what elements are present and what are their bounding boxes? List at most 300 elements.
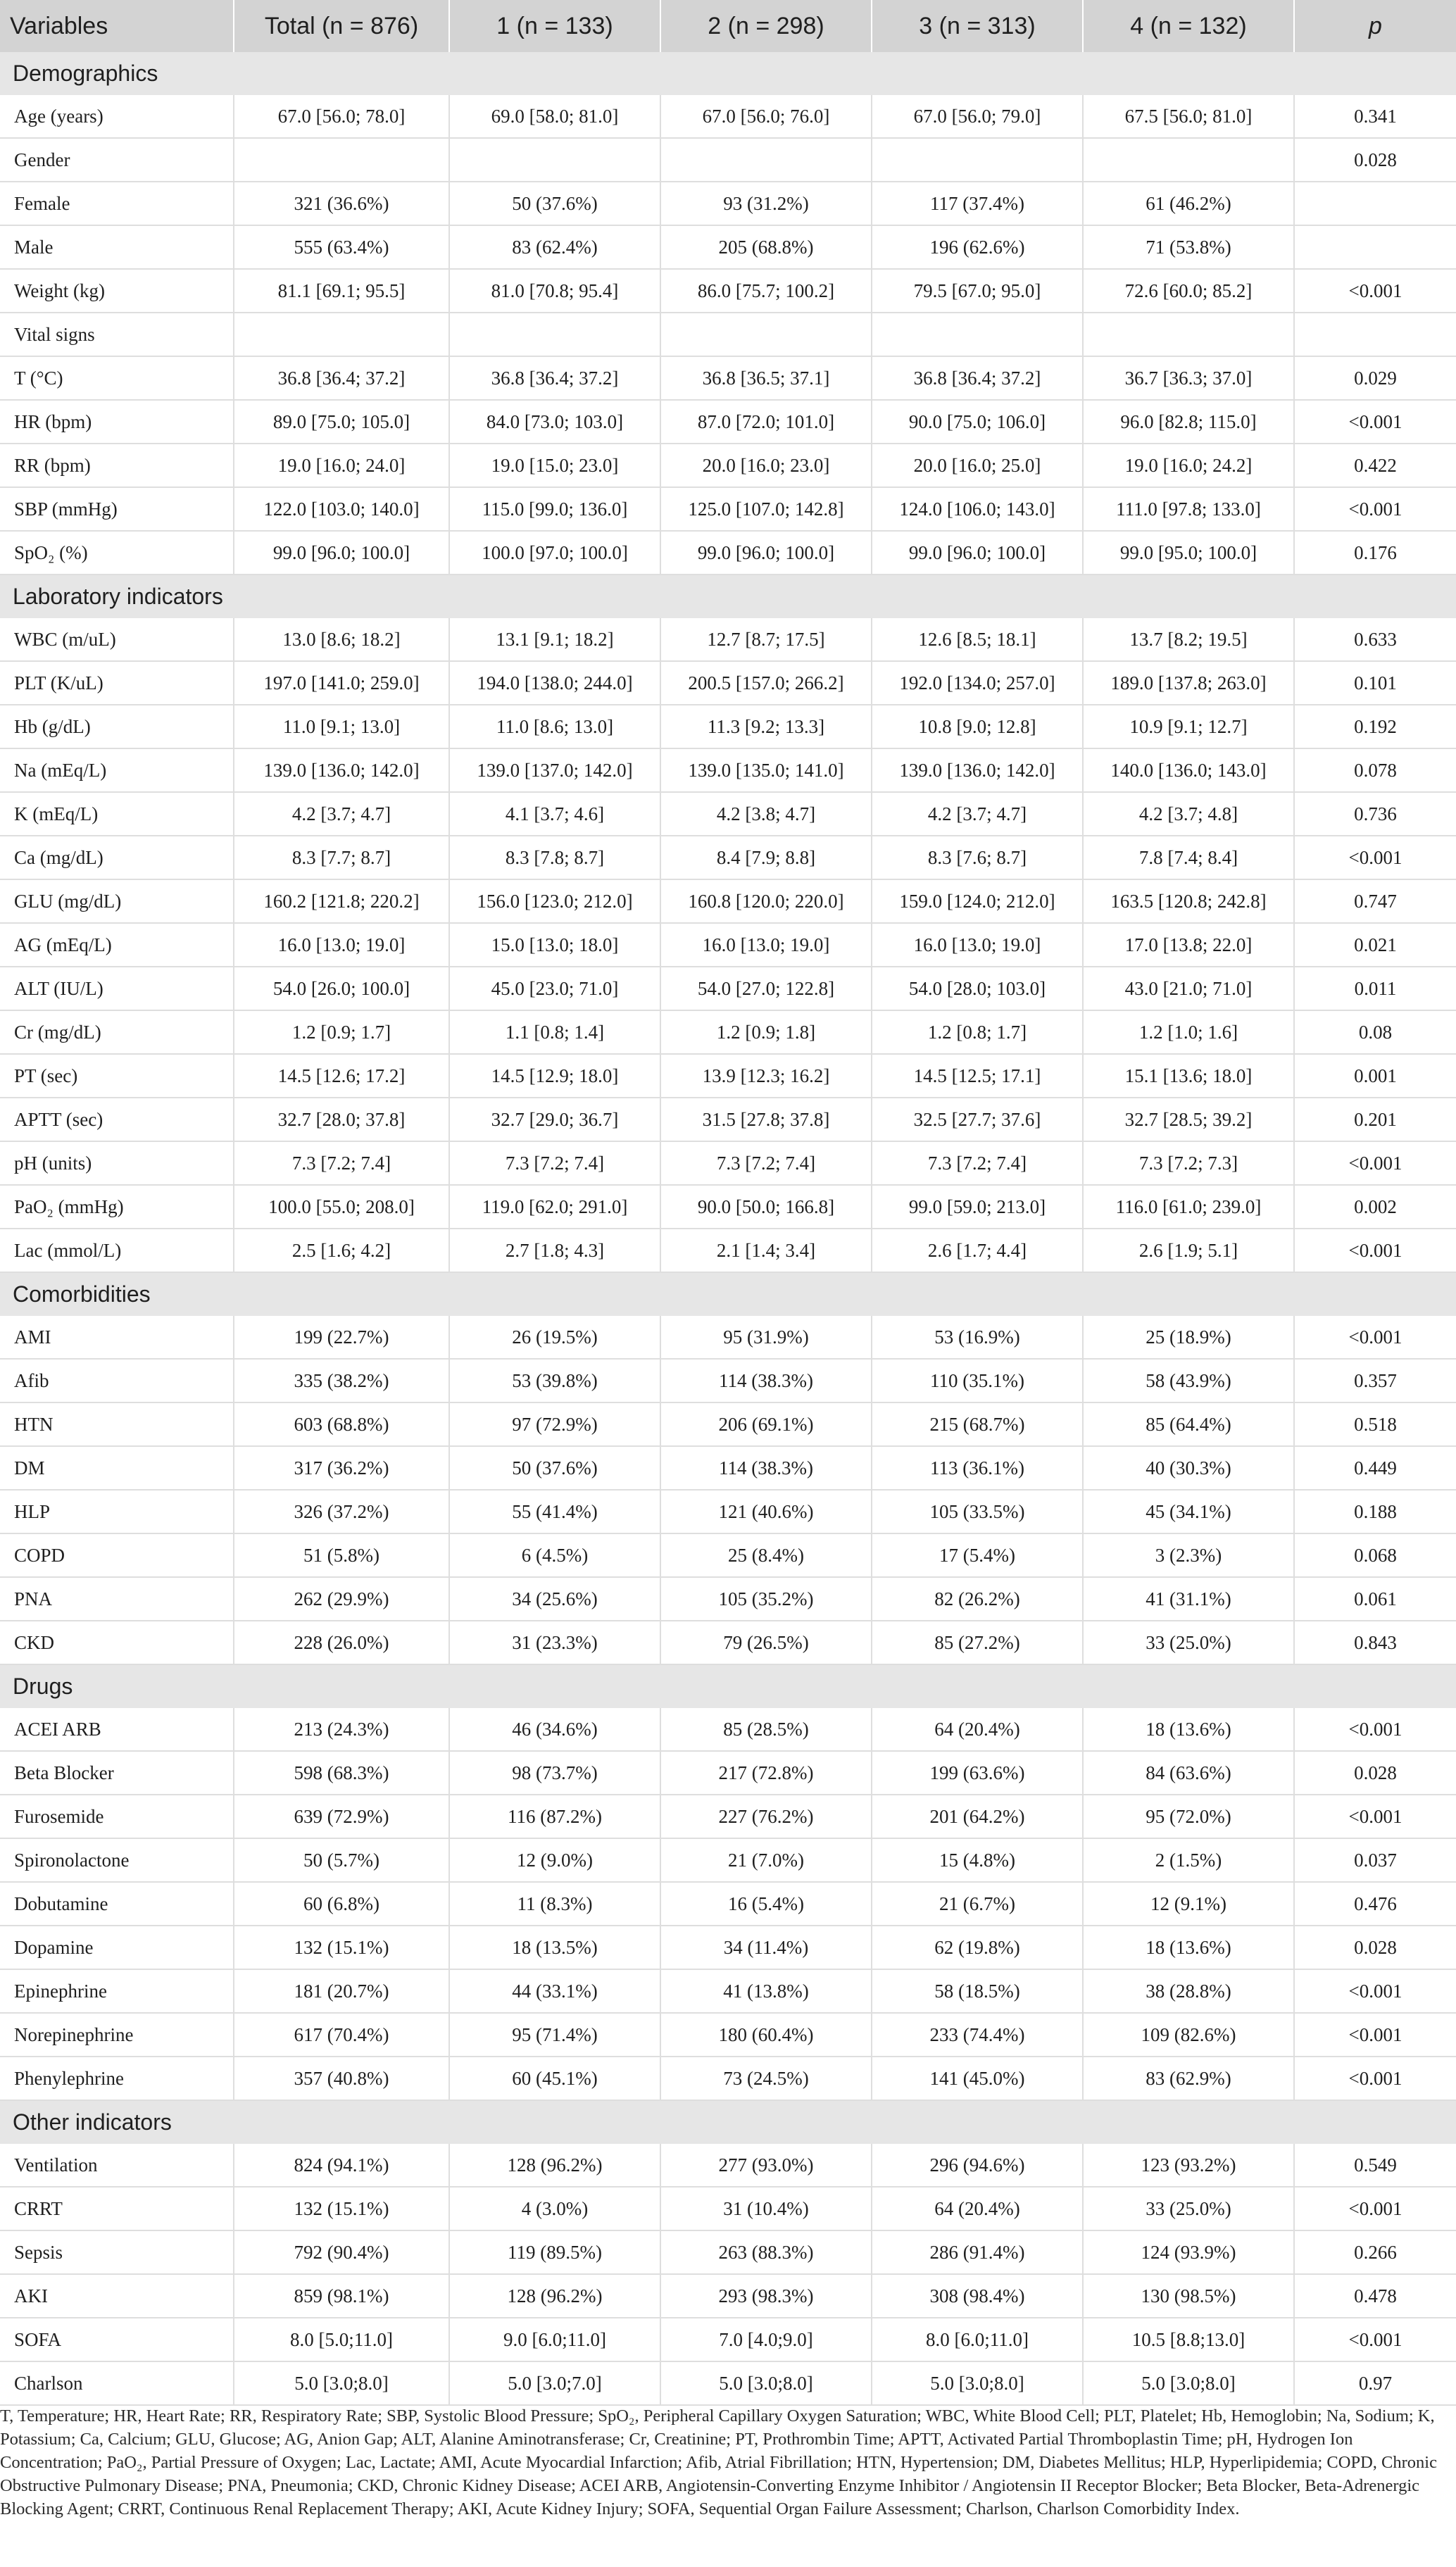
group-3-cell: 296 (94.6%) [872,2144,1083,2187]
group-4-cell: 38 (28.8%) [1083,1969,1294,2013]
p-value-cell: 0.068 [1294,1533,1456,1577]
total-cell: 16.0 [13.0; 19.0] [234,923,449,967]
p-value-cell: <0.001 [1294,2187,1456,2230]
variable-cell: Weight (kg) [0,269,234,313]
p-value-cell: 0.061 [1294,1577,1456,1621]
variable-cell: WBC (m/uL) [0,618,234,661]
group-2-cell: 85 (28.5%) [660,1708,872,1751]
total-cell [234,313,449,356]
table-row [0,1141,1456,1185]
group-3-cell: 308 (98.4%) [872,2274,1083,2318]
group-2-cell [660,313,872,356]
total-cell: 4.2 [3.7; 4.7] [234,792,449,836]
group-2-cell: 263 (88.3%) [660,2230,872,2274]
group-3-cell: 8.3 [7.6; 8.7] [872,836,1083,879]
p-value-cell: 0.266 [1294,2230,1456,2274]
total-cell: 13.0 [8.6; 18.2] [234,618,449,661]
table-row [0,2318,1456,2361]
group-4-cell: 84 (63.6%) [1083,1751,1294,1795]
group-2-cell: 34 (11.4%) [660,1926,872,1969]
total-cell: 824 (94.1%) [234,2144,449,2187]
section-title: Other indicators [0,2100,1456,2144]
total-cell: 8.3 [7.7; 8.7] [234,836,449,879]
group-1-cell: 100.0 [97.0; 100.0] [449,531,660,575]
group-3-cell: 124.0 [106.0; 143.0] [872,487,1083,531]
variable-cell: Spironolactone [0,1838,234,1882]
group-4-cell: 72.6 [60.0; 85.2] [1083,269,1294,313]
group-2-cell: 227 (76.2%) [660,1795,872,1838]
table-row [0,1795,1456,1838]
table-row [0,1010,1456,1054]
table-row [0,1229,1456,1272]
header-group-4: 4 (n = 132) [1083,0,1294,52]
group-4-cell: 1.2 [1.0; 1.6] [1083,1010,1294,1054]
group-2-cell: 205 (68.8%) [660,225,872,269]
variable-cell: Gender [0,138,234,182]
group-4-cell: 3 (2.3%) [1083,1533,1294,1577]
variable-cell: AKI [0,2274,234,2318]
total-cell: 639 (72.9%) [234,1795,449,1838]
table-row [0,1882,1456,1926]
group-1-cell: 156.0 [123.0; 212.0] [449,879,660,923]
group-4-cell: 36.7 [36.3; 37.0] [1083,356,1294,400]
table-row [0,2230,1456,2274]
variable-cell: SpO₂ (%) [0,531,234,575]
p-value-cell: 0.028 [1294,1751,1456,1795]
group-1-cell: 98 (73.7%) [449,1751,660,1795]
group-4-cell: 111.0 [97.8; 133.0] [1083,487,1294,531]
group-1-cell: 50 (37.6%) [449,1446,660,1490]
group-2-cell: 13.9 [12.3; 16.2] [660,1054,872,1098]
group-3-cell: 54.0 [28.0; 103.0] [872,967,1083,1010]
group-1-cell: 194.0 [138.0; 244.0] [449,661,660,705]
p-value-cell: 0.341 [1294,95,1456,138]
total-cell: 100.0 [55.0; 208.0] [234,1185,449,1229]
group-2-cell: 12.7 [8.7; 17.5] [660,618,872,661]
group-1-cell: 1.1 [0.8; 1.4] [449,1010,660,1054]
group-3-cell: 113 (36.1%) [872,1446,1083,1490]
p-value-cell: 0.843 [1294,1621,1456,1664]
group-2-cell: 95 (31.9%) [660,1316,872,1359]
group-3-cell: 139.0 [136.0; 142.0] [872,748,1083,792]
total-cell: 51 (5.8%) [234,1533,449,1577]
table-row [0,182,1456,225]
section-header-row [0,575,1456,618]
group-2-cell: 7.3 [7.2; 7.4] [660,1141,872,1185]
group-2-cell: 93 (31.2%) [660,182,872,225]
total-cell: 197.0 [141.0; 259.0] [234,661,449,705]
group-2-cell [660,138,872,182]
group-4-cell: 12 (9.1%) [1083,1882,1294,1926]
group-2-cell: 21 (7.0%) [660,1838,872,1882]
group-2-cell: 8.4 [7.9; 8.8] [660,836,872,879]
variable-cell: Norepinephrine [0,2013,234,2057]
group-4-cell: 71 (53.8%) [1083,225,1294,269]
table-row [0,618,1456,661]
p-value-cell: 0.518 [1294,1402,1456,1446]
group-1-cell: 4 (3.0%) [449,2187,660,2230]
group-1-cell: 45.0 [23.0; 71.0] [449,967,660,1010]
variable-cell: Dobutamine [0,1882,234,1926]
total-cell: 335 (38.2%) [234,1359,449,1402]
group-1-cell: 2.7 [1.8; 4.3] [449,1229,660,1272]
group-2-cell: 105 (35.2%) [660,1577,872,1621]
variable-cell: Sepsis [0,2230,234,2274]
group-2-cell: 125.0 [107.0; 142.8] [660,487,872,531]
table-row [0,487,1456,531]
table-row [0,444,1456,487]
section-header-row [0,1664,1456,1708]
p-value-cell: 0.449 [1294,1446,1456,1490]
table-row [0,967,1456,1010]
group-3-cell: 196 (62.6%) [872,225,1083,269]
section-title: Drugs [0,1664,1456,1708]
p-value-cell: <0.001 [1294,1229,1456,1272]
group-3-cell: 8.0 [6.0;11.0] [872,2318,1083,2361]
variable-cell: Cr (mg/dL) [0,1010,234,1054]
variable-cell: PT (sec) [0,1054,234,1098]
group-4-cell: 99.0 [95.0; 100.0] [1083,531,1294,575]
group-1-cell: 15.0 [13.0; 18.0] [449,923,660,967]
table-row [0,1838,1456,1882]
group-4-cell: 124 (93.9%) [1083,2230,1294,2274]
p-value-cell: 0.192 [1294,705,1456,748]
table-row [0,1577,1456,1621]
group-1-cell: 32.7 [29.0; 36.7] [449,1098,660,1141]
group-2-cell: 31.5 [27.8; 37.8] [660,1098,872,1141]
variable-cell: Epinephrine [0,1969,234,2013]
table-footnote: T, Temperature; HR, Heart Rate; RR, Respiratory Rate; SBP, Systolic Blood Pressure; SpO₂, Peripheral Capillary Oxygen Saturation; WBC, White Blood Cell; PLT, Platelet; Hb, Hemoglobin; Na, Sodium; K, Potassium; Ca, Calcium; GLU, Glucose; AG, Anion Gap; ALT, Alanine Aminotransferase; Cr, Creatinine; PT, Prothrombin Time; APTT, Activated Partial Thromboplastin Time; pH, Hydrogen Ion Concentration; PaO₂, Partial Pressure of Oxygen; Lac, Lactate; AMI, Acute Myocardial Infarction; Afib, Atrial Fibrillation; HTN, Hypertension; DM, Diabetes Mellitus; HLP, Hyperlipidemia; COPD, Chronic Obstructive Pulmonary Disease; PNA, Pneumonia; CKD, Chronic Kidney Disease; ACEI ARB, Angiotensin-Converting Enzyme Inhibitor / Angiotensin II Receptor Blocker; Beta Blocker, Beta-Adrenergic Blocking Agent; CRRT, Continuous Renal Replacement Therapy; AKI, Acute Kidney Injury; SOFA, Sequential Organ Failure Assessment; Charlson, Charlson Comorbidity Index. [0,2406,1437,2518]
group-2-cell: 2.1 [1.4; 3.4] [660,1229,872,1272]
total-cell: 132 (15.1%) [234,2187,449,2230]
group-4-cell: 15.1 [13.6; 18.0] [1083,1054,1294,1098]
group-1-cell: 5.0 [3.0;7.0] [449,2361,660,2405]
variable-cell: CKD [0,1621,234,1664]
total-cell: 99.0 [96.0; 100.0] [234,531,449,575]
group-2-cell: 200.5 [157.0; 266.2] [660,661,872,705]
group-1-cell: 11.0 [8.6; 13.0] [449,705,660,748]
total-cell: 67.0 [56.0; 78.0] [234,95,449,138]
header-p-value: p [1294,0,1456,52]
variable-cell: AMI [0,1316,234,1359]
group-4-cell: 123 (93.2%) [1083,2144,1294,2187]
group-2-cell: 36.8 [36.5; 37.1] [660,356,872,400]
variable-cell: Charlson [0,2361,234,2405]
group-2-cell: 114 (38.3%) [660,1359,872,1402]
variable-cell: Female [0,182,234,225]
total-cell: 181 (20.7%) [234,1969,449,2013]
group-4-cell: 130 (98.5%) [1083,2274,1294,2318]
group-2-cell: 1.2 [0.9; 1.8] [660,1010,872,1054]
variable-cell: Beta Blocker [0,1751,234,1795]
table-row [0,531,1456,575]
table-row [0,2361,1456,2405]
p-value-cell: 0.011 [1294,967,1456,1010]
group-4-cell: 5.0 [3.0;8.0] [1083,2361,1294,2405]
total-cell: 132 (15.1%) [234,1926,449,1969]
total-cell: 357 (40.8%) [234,2057,449,2100]
variable-cell: HTN [0,1402,234,1446]
group-3-cell: 192.0 [134.0; 257.0] [872,661,1083,705]
group-1-cell [449,138,660,182]
group-2-cell: 7.0 [4.0;9.0] [660,2318,872,2361]
group-4-cell: 61 (46.2%) [1083,182,1294,225]
group-4-cell: 116.0 [61.0; 239.0] [1083,1185,1294,1229]
group-1-cell: 128 (96.2%) [449,2144,660,2187]
table-row [0,1621,1456,1664]
table-row [0,1708,1456,1751]
group-3-cell: 32.5 [27.7; 37.6] [872,1098,1083,1141]
variable-cell: Ca (mg/dL) [0,836,234,879]
p-value-cell: 0.478 [1294,2274,1456,2318]
p-value-cell: <0.001 [1294,400,1456,444]
variable-cell: AG (mEq/L) [0,923,234,967]
group-2-cell: 217 (72.8%) [660,1751,872,1795]
group-1-cell: 12 (9.0%) [449,1838,660,1882]
table-header-row [0,0,1456,52]
table-row [0,2274,1456,2318]
group-2-cell: 79 (26.5%) [660,1621,872,1664]
header-total: Total (n = 876) [234,0,449,52]
group-4-cell: 7.3 [7.2; 7.3] [1083,1141,1294,1185]
group-3-cell: 199 (63.6%) [872,1751,1083,1795]
variable-cell: GLU (mg/dL) [0,879,234,923]
group-2-cell: 16.0 [13.0; 19.0] [660,923,872,967]
p-value-cell [1294,313,1456,356]
p-value-cell: 0.08 [1294,1010,1456,1054]
group-4-cell: 2 (1.5%) [1083,1838,1294,1882]
group-2-cell: 11.3 [9.2; 13.3] [660,705,872,748]
total-cell: 603 (68.8%) [234,1402,449,1446]
group-1-cell: 97 (72.9%) [449,1402,660,1446]
group-3-cell: 64 (20.4%) [872,1708,1083,1751]
table-row [0,836,1456,879]
table-row [0,792,1456,836]
p-value-cell: <0.001 [1294,836,1456,879]
p-value-cell: 0.476 [1294,1882,1456,1926]
total-cell: 139.0 [136.0; 142.0] [234,748,449,792]
p-value-cell: 0.633 [1294,618,1456,661]
variable-cell: Dopamine [0,1926,234,1969]
group-4-cell: 25 (18.9%) [1083,1316,1294,1359]
group-1-cell: 119 (89.5%) [449,2230,660,2274]
section-title: Laboratory indicators [0,575,1456,618]
group-2-cell: 90.0 [50.0; 166.8] [660,1185,872,1229]
p-value-cell: 0.736 [1294,792,1456,836]
group-3-cell: 20.0 [16.0; 25.0] [872,444,1083,487]
variable-cell: HR (bpm) [0,400,234,444]
group-4-cell: 10.5 [8.8;13.0] [1083,2318,1294,2361]
group-1-cell: 128 (96.2%) [449,2274,660,2318]
variable-cell: Furosemide [0,1795,234,1838]
group-1-cell: 36.8 [36.4; 37.2] [449,356,660,400]
group-1-cell: 95 (71.4%) [449,2013,660,2057]
total-cell: 1.2 [0.9; 1.7] [234,1010,449,1054]
group-3-cell: 105 (33.5%) [872,1490,1083,1533]
group-1-cell: 116 (87.2%) [449,1795,660,1838]
total-cell: 50 (5.7%) [234,1838,449,1882]
group-4-cell: 10.9 [9.1; 12.7] [1083,705,1294,748]
group-1-cell: 60 (45.1%) [449,2057,660,2100]
p-value-cell: 0.029 [1294,356,1456,400]
group-3-cell: 62 (19.8%) [872,1926,1083,1969]
total-cell: 2.5 [1.6; 4.2] [234,1229,449,1272]
group-1-cell: 139.0 [137.0; 142.0] [449,748,660,792]
variable-cell: PaO₂ (mmHg) [0,1185,234,1229]
group-3-cell: 14.5 [12.5; 17.1] [872,1054,1083,1098]
group-4-cell: 189.0 [137.8; 263.0] [1083,661,1294,705]
variable-cell: ALT (IU/L) [0,967,234,1010]
group-3-cell: 286 (91.4%) [872,2230,1083,2274]
table-row [0,748,1456,792]
group-1-cell: 19.0 [15.0; 23.0] [449,444,660,487]
group-3-cell: 1.2 [0.8; 1.7] [872,1010,1083,1054]
table-row [0,923,1456,967]
table-row [0,705,1456,748]
p-value-cell: 0.078 [1294,748,1456,792]
total-cell: 14.5 [12.6; 17.2] [234,1054,449,1098]
total-cell: 317 (36.2%) [234,1446,449,1490]
group-1-cell: 55 (41.4%) [449,1490,660,1533]
group-3-cell: 12.6 [8.5; 18.1] [872,618,1083,661]
group-3-cell: 17 (5.4%) [872,1533,1083,1577]
p-value-cell: 0.201 [1294,1098,1456,1141]
group-3-cell: 99.0 [59.0; 213.0] [872,1185,1083,1229]
table-row [0,95,1456,138]
group-1-cell: 14.5 [12.9; 18.0] [449,1054,660,1098]
group-3-cell: 99.0 [96.0; 100.0] [872,531,1083,575]
group-3-cell: 15 (4.8%) [872,1838,1083,1882]
group-3-cell: 110 (35.1%) [872,1359,1083,1402]
p-value-cell [1294,182,1456,225]
group-2-cell: 5.0 [3.0;8.0] [660,2361,872,2405]
group-2-cell: 86.0 [75.7; 100.2] [660,269,872,313]
p-value-cell: 0.101 [1294,661,1456,705]
group-3-cell: 85 (27.2%) [872,1621,1083,1664]
total-cell: 321 (36.6%) [234,182,449,225]
group-4-cell: 32.7 [28.5; 39.2] [1083,1098,1294,1141]
p-value-cell [1294,225,1456,269]
header-group-2: 2 (n = 298) [660,0,872,52]
p-value-cell: 0.422 [1294,444,1456,487]
group-1-cell: 46 (34.6%) [449,1708,660,1751]
variable-cell: pH (units) [0,1141,234,1185]
group-4-cell: 33 (25.0%) [1083,2187,1294,2230]
p-value-cell: 0.037 [1294,1838,1456,1882]
group-3-cell: 58 (18.5%) [872,1969,1083,2013]
variable-cell: Hb (g/dL) [0,705,234,748]
variable-cell: Afib [0,1359,234,1402]
group-3-cell: 16.0 [13.0; 19.0] [872,923,1083,967]
group-3-cell: 117 (37.4%) [872,182,1083,225]
variable-cell: DM [0,1446,234,1490]
section-title: Demographics [0,52,1456,95]
p-value-cell: <0.001 [1294,2318,1456,2361]
group-4-cell: 41 (31.1%) [1083,1577,1294,1621]
group-2-cell: 54.0 [27.0; 122.8] [660,967,872,1010]
group-4-cell: 109 (82.6%) [1083,2013,1294,2057]
p-value-cell: 0.97 [1294,2361,1456,2405]
group-3-cell: 64 (20.4%) [872,2187,1083,2230]
variable-cell: ACEI ARB [0,1708,234,1751]
group-2-cell: 73 (24.5%) [660,2057,872,2100]
p-value-cell: <0.001 [1294,487,1456,531]
table-row [0,356,1456,400]
group-3-cell: 2.6 [1.7; 4.4] [872,1229,1083,1272]
header-group-3: 3 (n = 313) [872,0,1083,52]
section-title: Comorbidities [0,1272,1456,1316]
group-1-cell: 44 (33.1%) [449,1969,660,2013]
group-4-cell: 2.6 [1.9; 5.1] [1083,1229,1294,1272]
group-3-cell [872,138,1083,182]
group-3-cell: 36.8 [36.4; 37.2] [872,356,1083,400]
table-row [0,1533,1456,1577]
total-cell: 32.7 [28.0; 37.8] [234,1098,449,1141]
group-2-cell: 121 (40.6%) [660,1490,872,1533]
group-4-cell: 40 (30.3%) [1083,1446,1294,1490]
table-row [0,879,1456,923]
total-cell: 89.0 [75.0; 105.0] [234,400,449,444]
total-cell: 81.1 [69.1; 95.5] [234,269,449,313]
group-3-cell: 215 (68.7%) [872,1402,1083,1446]
group-2-cell: 67.0 [56.0; 76.0] [660,95,872,138]
total-cell: 228 (26.0%) [234,1621,449,1664]
header-variables: Variables [0,0,234,52]
table-row [0,400,1456,444]
p-value-cell: <0.001 [1294,2013,1456,2057]
group-2-cell: 31 (10.4%) [660,2187,872,2230]
total-cell: 7.3 [7.2; 7.4] [234,1141,449,1185]
total-cell: 5.0 [3.0;8.0] [234,2361,449,2405]
p-value-cell: 0.747 [1294,879,1456,923]
group-1-cell: 8.3 [7.8; 8.7] [449,836,660,879]
group-2-cell: 16 (5.4%) [660,1882,872,1926]
variable-cell: K (mEq/L) [0,792,234,836]
p-value-cell: <0.001 [1294,1141,1456,1185]
variable-cell: SOFA [0,2318,234,2361]
group-1-cell: 53 (39.8%) [449,1359,660,1402]
group-4-cell: 43.0 [21.0; 71.0] [1083,967,1294,1010]
group-4-cell: 83 (62.9%) [1083,2057,1294,2100]
table-row [0,1490,1456,1533]
section-header-row [0,52,1456,95]
group-1-cell: 26 (19.5%) [449,1316,660,1359]
variable-cell: COPD [0,1533,234,1577]
total-cell: 54.0 [26.0; 100.0] [234,967,449,1010]
group-4-cell: 67.5 [56.0; 81.0] [1083,95,1294,138]
group-4-cell: 58 (43.9%) [1083,1359,1294,1402]
total-cell: 555 (63.4%) [234,225,449,269]
table-row [0,1446,1456,1490]
group-1-cell: 115.0 [99.0; 136.0] [449,487,660,531]
group-2-cell: 25 (8.4%) [660,1533,872,1577]
group-2-cell: 180 (60.4%) [660,2013,872,2057]
group-4-cell: 18 (13.6%) [1083,1926,1294,1969]
group-1-cell [449,313,660,356]
p-value-cell: 0.021 [1294,923,1456,967]
total-cell: 859 (98.1%) [234,2274,449,2318]
group-3-cell: 21 (6.7%) [872,1882,1083,1926]
table-row [0,2057,1456,2100]
group-4-cell: 18 (13.6%) [1083,1708,1294,1751]
group-2-cell: 4.2 [3.8; 4.7] [660,792,872,836]
group-4-cell: 163.5 [120.8; 242.8] [1083,879,1294,923]
group-3-cell: 67.0 [56.0; 79.0] [872,95,1083,138]
total-cell: 11.0 [9.1; 13.0] [234,705,449,748]
group-2-cell: 20.0 [16.0; 23.0] [660,444,872,487]
variable-cell: PNA [0,1577,234,1621]
group-4-cell: 45 (34.1%) [1083,1490,1294,1533]
